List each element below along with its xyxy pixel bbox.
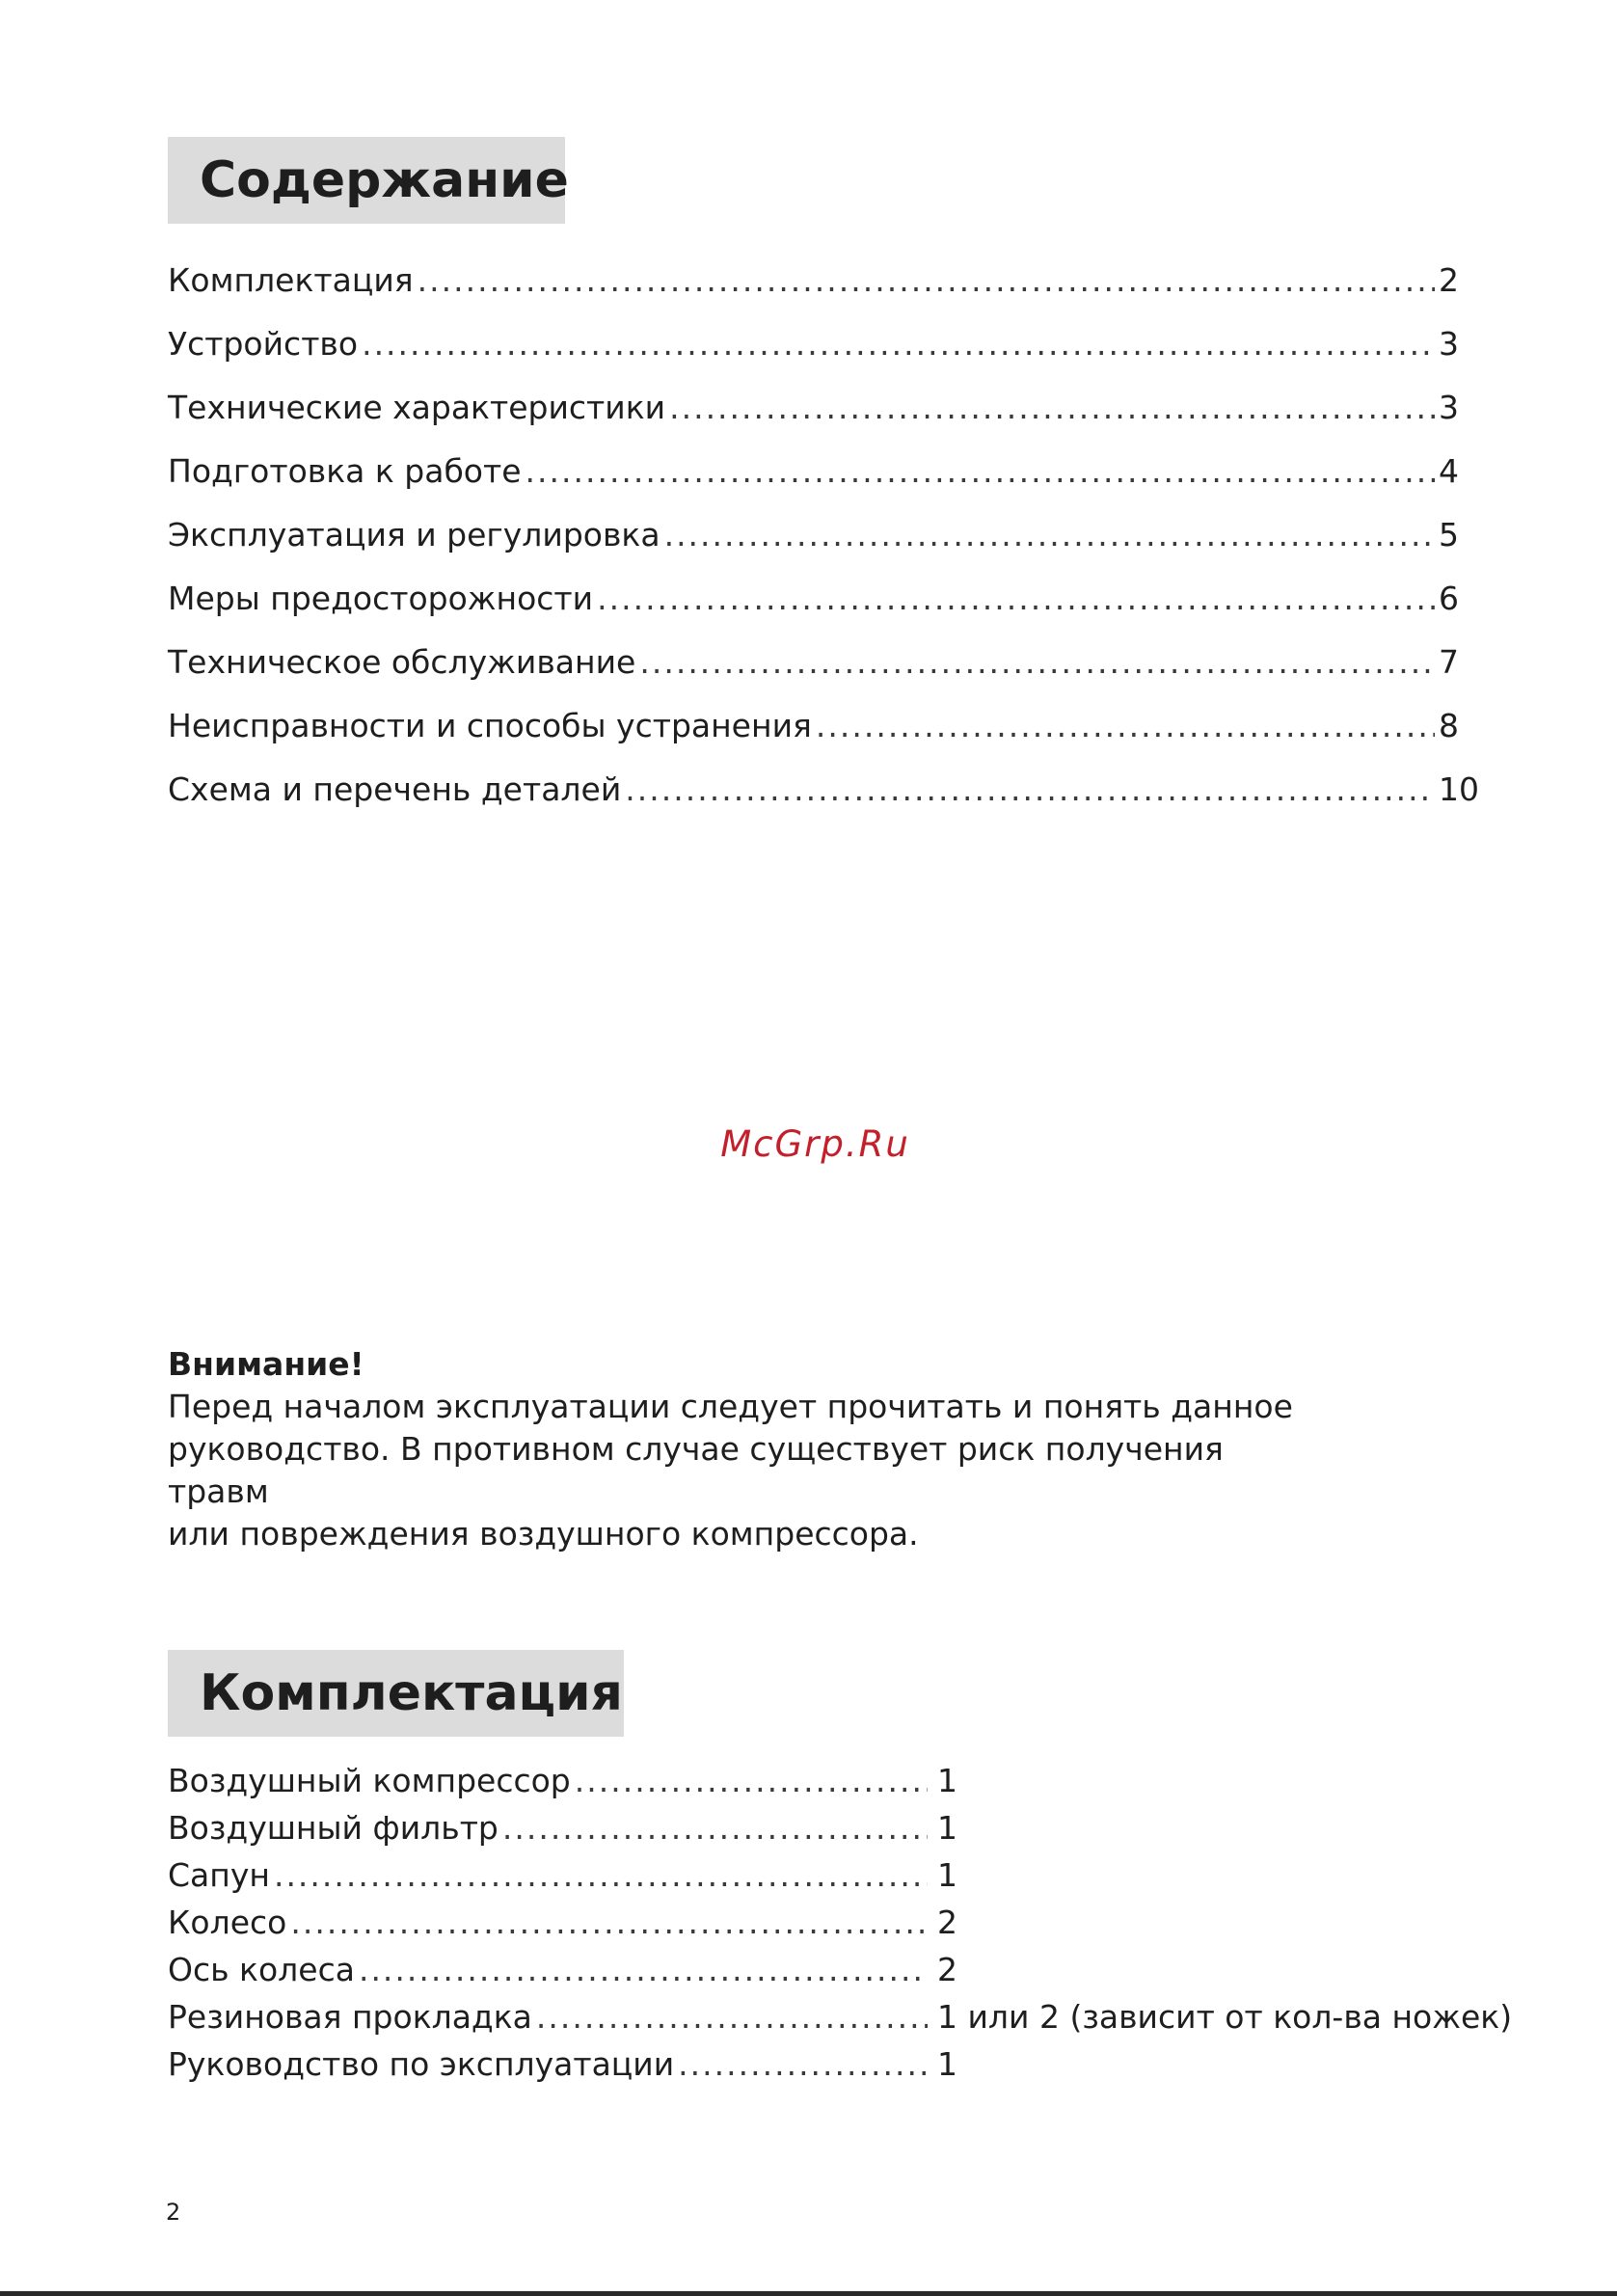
toc-item-page: 7 bbox=[1439, 643, 1459, 681]
kit-leader-dots bbox=[678, 2040, 928, 2089]
attention-text-line: Перед началом эксплуатации следует прочитать и понять данное bbox=[168, 1388, 1293, 1425]
kit-item-qty: 2 bbox=[937, 1951, 957, 1988]
attention-block bbox=[168, 1343, 1325, 1555]
kit-item-qty: 1 bbox=[937, 1762, 957, 1799]
toc-item-label: Эксплуатация и регулировка bbox=[168, 516, 660, 554]
kit-item bbox=[168, 1851, 1518, 1899]
watermark-link[interactable]: McGrp.Ru bbox=[720, 1123, 910, 1165]
toc-item-page: 6 bbox=[1439, 580, 1459, 617]
kit-leader-dots bbox=[274, 1851, 928, 1900]
toc-item[interactable] bbox=[168, 766, 1479, 829]
attention-text-line: или повреждения воздушного компрессора. bbox=[168, 1515, 919, 1553]
toc-item-label: Устройство bbox=[168, 325, 359, 363]
kit-leader-dots bbox=[502, 1804, 928, 1852]
kit-leader-dots bbox=[290, 1899, 928, 1947]
kit-item bbox=[168, 1899, 1518, 1946]
toc-leader-dots bbox=[418, 257, 1435, 305]
toc-item-label: Неисправности и способы устранения bbox=[168, 707, 812, 744]
toc-item[interactable] bbox=[168, 257, 1479, 320]
kit-item-qty: 2 bbox=[937, 1904, 957, 1941]
toc-item-label: Подготовка к работе bbox=[168, 452, 522, 490]
contents-heading: Содержание bbox=[168, 137, 565, 224]
toc-item[interactable] bbox=[168, 447, 1479, 511]
toc-item[interactable] bbox=[168, 384, 1479, 447]
toc-leader-dots bbox=[816, 702, 1435, 750]
toc-item[interactable] bbox=[168, 511, 1479, 575]
kit-item-label: Руководство по эксплуатации bbox=[168, 2045, 675, 2083]
toc-item-page: 5 bbox=[1439, 516, 1459, 554]
toc-item-label: Меры предосторожности bbox=[168, 580, 594, 617]
toc-item-label: Комплектация bbox=[168, 261, 414, 299]
kit-item-qty: 1 bbox=[937, 1809, 957, 1847]
kit-item-qty: 1 bbox=[937, 2045, 957, 2083]
toc-item-page: 10 bbox=[1439, 770, 1479, 808]
footer-divider bbox=[0, 2291, 1617, 2296]
toc-leader-dots bbox=[664, 511, 1435, 559]
attention-text-line: руководство. В противном случае существует риск получения травм bbox=[168, 1430, 1224, 1510]
kit-list bbox=[168, 1757, 1518, 2088]
kit-leader-dots bbox=[536, 1993, 928, 2041]
toc-leader-dots bbox=[526, 447, 1435, 496]
kit-item-qty: 1 bbox=[937, 1856, 957, 1894]
toc-leader-dots bbox=[362, 320, 1435, 368]
toc-item[interactable] bbox=[168, 638, 1479, 702]
kit-item-label: Колесо bbox=[168, 1904, 287, 1941]
toc-item[interactable] bbox=[168, 702, 1479, 766]
toc-item-page: 3 bbox=[1439, 389, 1459, 426]
kit-item bbox=[168, 1946, 1518, 1993]
page-number: 2 bbox=[166, 2199, 181, 2226]
kit-item bbox=[168, 1757, 1518, 1804]
toc-leader-dots bbox=[625, 766, 1435, 814]
kit-item-label: Воздушный компрессор bbox=[168, 1762, 571, 1799]
toc-leader-dots bbox=[597, 575, 1435, 623]
kit-item bbox=[168, 1993, 1518, 2040]
kit-item-label: Резиновая прокладка bbox=[168, 1998, 532, 2036]
kit-item-qty: 1 или 2 (зависит от кол-ва ножек) bbox=[937, 1998, 1513, 2036]
table-of-contents bbox=[168, 257, 1479, 829]
toc-item-page: 2 bbox=[1439, 261, 1459, 299]
kit-item-label: Сапун bbox=[168, 1856, 270, 1894]
kit-item bbox=[168, 2040, 1518, 2088]
kit-item-label: Воздушный фильтр bbox=[168, 1809, 499, 1847]
toc-item[interactable] bbox=[168, 575, 1479, 638]
kit-leader-dots bbox=[575, 1757, 928, 1805]
toc-item-label: Техническое обслуживание bbox=[168, 643, 636, 681]
kit-heading: Комплектация bbox=[168, 1650, 624, 1737]
toc-item-page: 8 bbox=[1439, 707, 1459, 744]
toc-item-page: 3 bbox=[1439, 325, 1459, 363]
toc-item-label: Технические характеристики bbox=[168, 389, 666, 426]
toc-leader-dots bbox=[639, 638, 1435, 687]
kit-item bbox=[168, 1804, 1518, 1851]
toc-leader-dots bbox=[669, 384, 1435, 432]
attention-title: Внимание! bbox=[168, 1345, 364, 1383]
toc-item[interactable] bbox=[168, 320, 1479, 384]
kit-item-label: Ось колеса bbox=[168, 1951, 355, 1988]
toc-item-page: 4 bbox=[1439, 452, 1459, 490]
toc-item-label: Схема и перечень деталей bbox=[168, 770, 622, 808]
kit-leader-dots bbox=[359, 1946, 928, 1994]
